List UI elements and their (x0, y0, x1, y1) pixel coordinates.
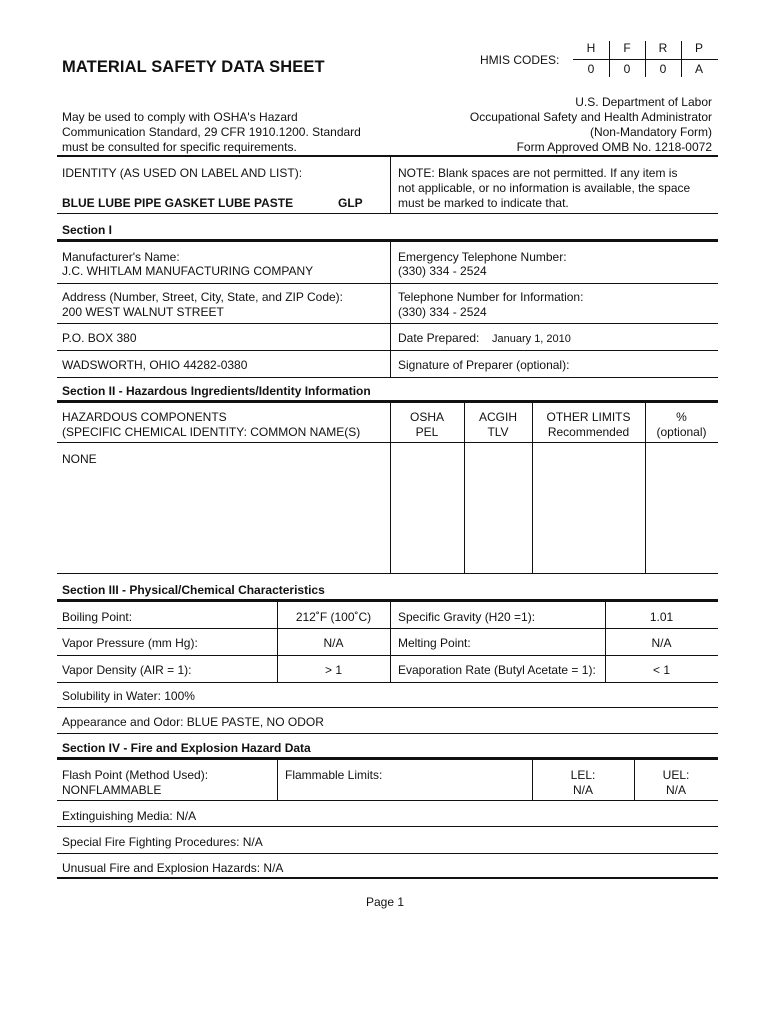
hmis-value-h: 0 (587, 62, 595, 76)
osha-compliance-note: May be used to comply with OSHA's Hazard Communication Standard, 29 CFR 1910.1200. Standard must be consulted for specific requirements. (62, 110, 361, 154)
specific-gravity-value: 1.01 (649, 610, 674, 624)
manufacturer-value: J.C. WHITLAM MANUFACTURING COMPANY (62, 264, 314, 278)
unusual-hazards: Unusual Fire and Explosion Hazards: N/A (62, 861, 284, 875)
address-label: Address (Number, Street, City, State, and ZIP Code): (62, 290, 344, 304)
signature-label: Signature of Preparer (optional): (398, 358, 570, 372)
specific-gravity-label: Specific Gravity (H20 =1): (398, 610, 536, 624)
hmis-value-p: A (694, 62, 703, 76)
vapor-density-value: > 1 (324, 663, 342, 677)
date-prepared-label: Date Prepared: (398, 331, 480, 345)
hmis-header-h: H (586, 41, 596, 55)
uel-label: UEL: (662, 768, 690, 782)
address-city: WADSWORTH, OHIO 44282-0380 (62, 358, 248, 372)
address-po-box: P.O. BOX 380 (62, 331, 137, 345)
emergency-phone-label: Emergency Telephone Number: (398, 250, 567, 264)
osha-pel-header: OSHA PEL (409, 410, 444, 439)
flash-point-value: NONFLAMMABLE (62, 783, 162, 797)
identity-label: IDENTITY (AS USED ON LABEL AND LIST): (62, 166, 303, 180)
department-info: U.S. Department of Labor Occupational Safety and Health Administrator (Non-Mandatory Form) Form Approved OMB No. 1218-0072 (469, 95, 712, 154)
vapor-density-label: Vapor Density (AIR = 1): (62, 663, 192, 677)
solubility: Solubility in Water: 100% (62, 689, 195, 703)
other-limits-header: OTHER LIMITS Recommended (546, 410, 631, 439)
lel-label: LEL: (570, 768, 596, 782)
evaporation-rate-label: Evaporation Rate (Butyl Acetate = 1): (398, 663, 596, 677)
evaporation-rate-value: < 1 (652, 663, 670, 677)
vapor-pressure-label: Vapor Pressure (mm Hg): (62, 636, 198, 650)
special-fire-fighting: Special Fire Fighting Procedures: N/A (62, 835, 263, 849)
date-prepared-value: January 1, 2010 (492, 333, 571, 345)
hmis-header-p: P (694, 41, 703, 55)
page-number: Page 1 (365, 895, 405, 909)
percent-header: % (optional) (656, 410, 707, 439)
hmis-header-f: F (623, 41, 631, 55)
emergency-phone-value: (330) 334 - 2524 (398, 264, 487, 278)
lel-value: N/A (572, 783, 593, 797)
flash-point-label: Flash Point (Method Used): (62, 768, 209, 782)
acgih-tlv-header: ACGIH TLV (478, 410, 517, 439)
flammable-limits-label: Flammable Limits: (285, 768, 383, 782)
section-4-heading: Section IV - Fire and Explosion Hazard Data (62, 741, 311, 755)
melting-point-value: N/A (651, 636, 672, 650)
info-phone-value: (330) 334 - 2524 (398, 305, 487, 319)
appearance-odor: Appearance and Odor: BLUE PASTE, NO ODOR (62, 715, 324, 729)
info-phone-label: Telephone Number for Information: (398, 290, 584, 304)
boiling-point-label: Boiling Point: (62, 610, 133, 624)
hmis-value-f: 0 (623, 62, 631, 76)
hazardous-components-header: HAZARDOUS COMPONENTS (SPECIFIC CHEMICAL IDENTITY: COMMON NAME(S) (62, 410, 361, 439)
product-name: BLUE LUBE PIPE GASKET LUBE PASTE (62, 196, 294, 210)
document-title: MATERIAL SAFETY DATA SHEET (62, 58, 325, 76)
hazardous-components-value: NONE (62, 452, 97, 466)
hmis-header-r: R (658, 41, 668, 55)
melting-point-label: Melting Point: (398, 636, 471, 650)
section-3-heading: Section III - Physical/Chemical Characteristics (62, 583, 325, 597)
hmis-codes-table (573, 41, 718, 77)
vapor-pressure-value: N/A (323, 636, 344, 650)
uel-value: N/A (665, 783, 686, 797)
address-street: 200 WEST WALNUT STREET (62, 305, 224, 319)
section-1-heading: Section I (62, 223, 113, 237)
product-code: GLP (338, 196, 363, 210)
hmis-codes-label: HMIS CODES: (480, 53, 560, 67)
blank-space-note: NOTE: Blank spaces are not permitted. If any item is not applicable, or no information is available, the space must be marked to indicate that. (398, 166, 691, 210)
hmis-value-r: 0 (659, 62, 667, 76)
manufacturer-label: Manufacturer's Name: (62, 250, 180, 264)
boiling-point-value: 212˚F (100˚C) (295, 610, 372, 624)
section-2-heading: Section II - Hazardous Ingredients/Identity Information (62, 384, 371, 398)
extinguishing-media: Extinguishing Media: N/A (62, 809, 197, 823)
